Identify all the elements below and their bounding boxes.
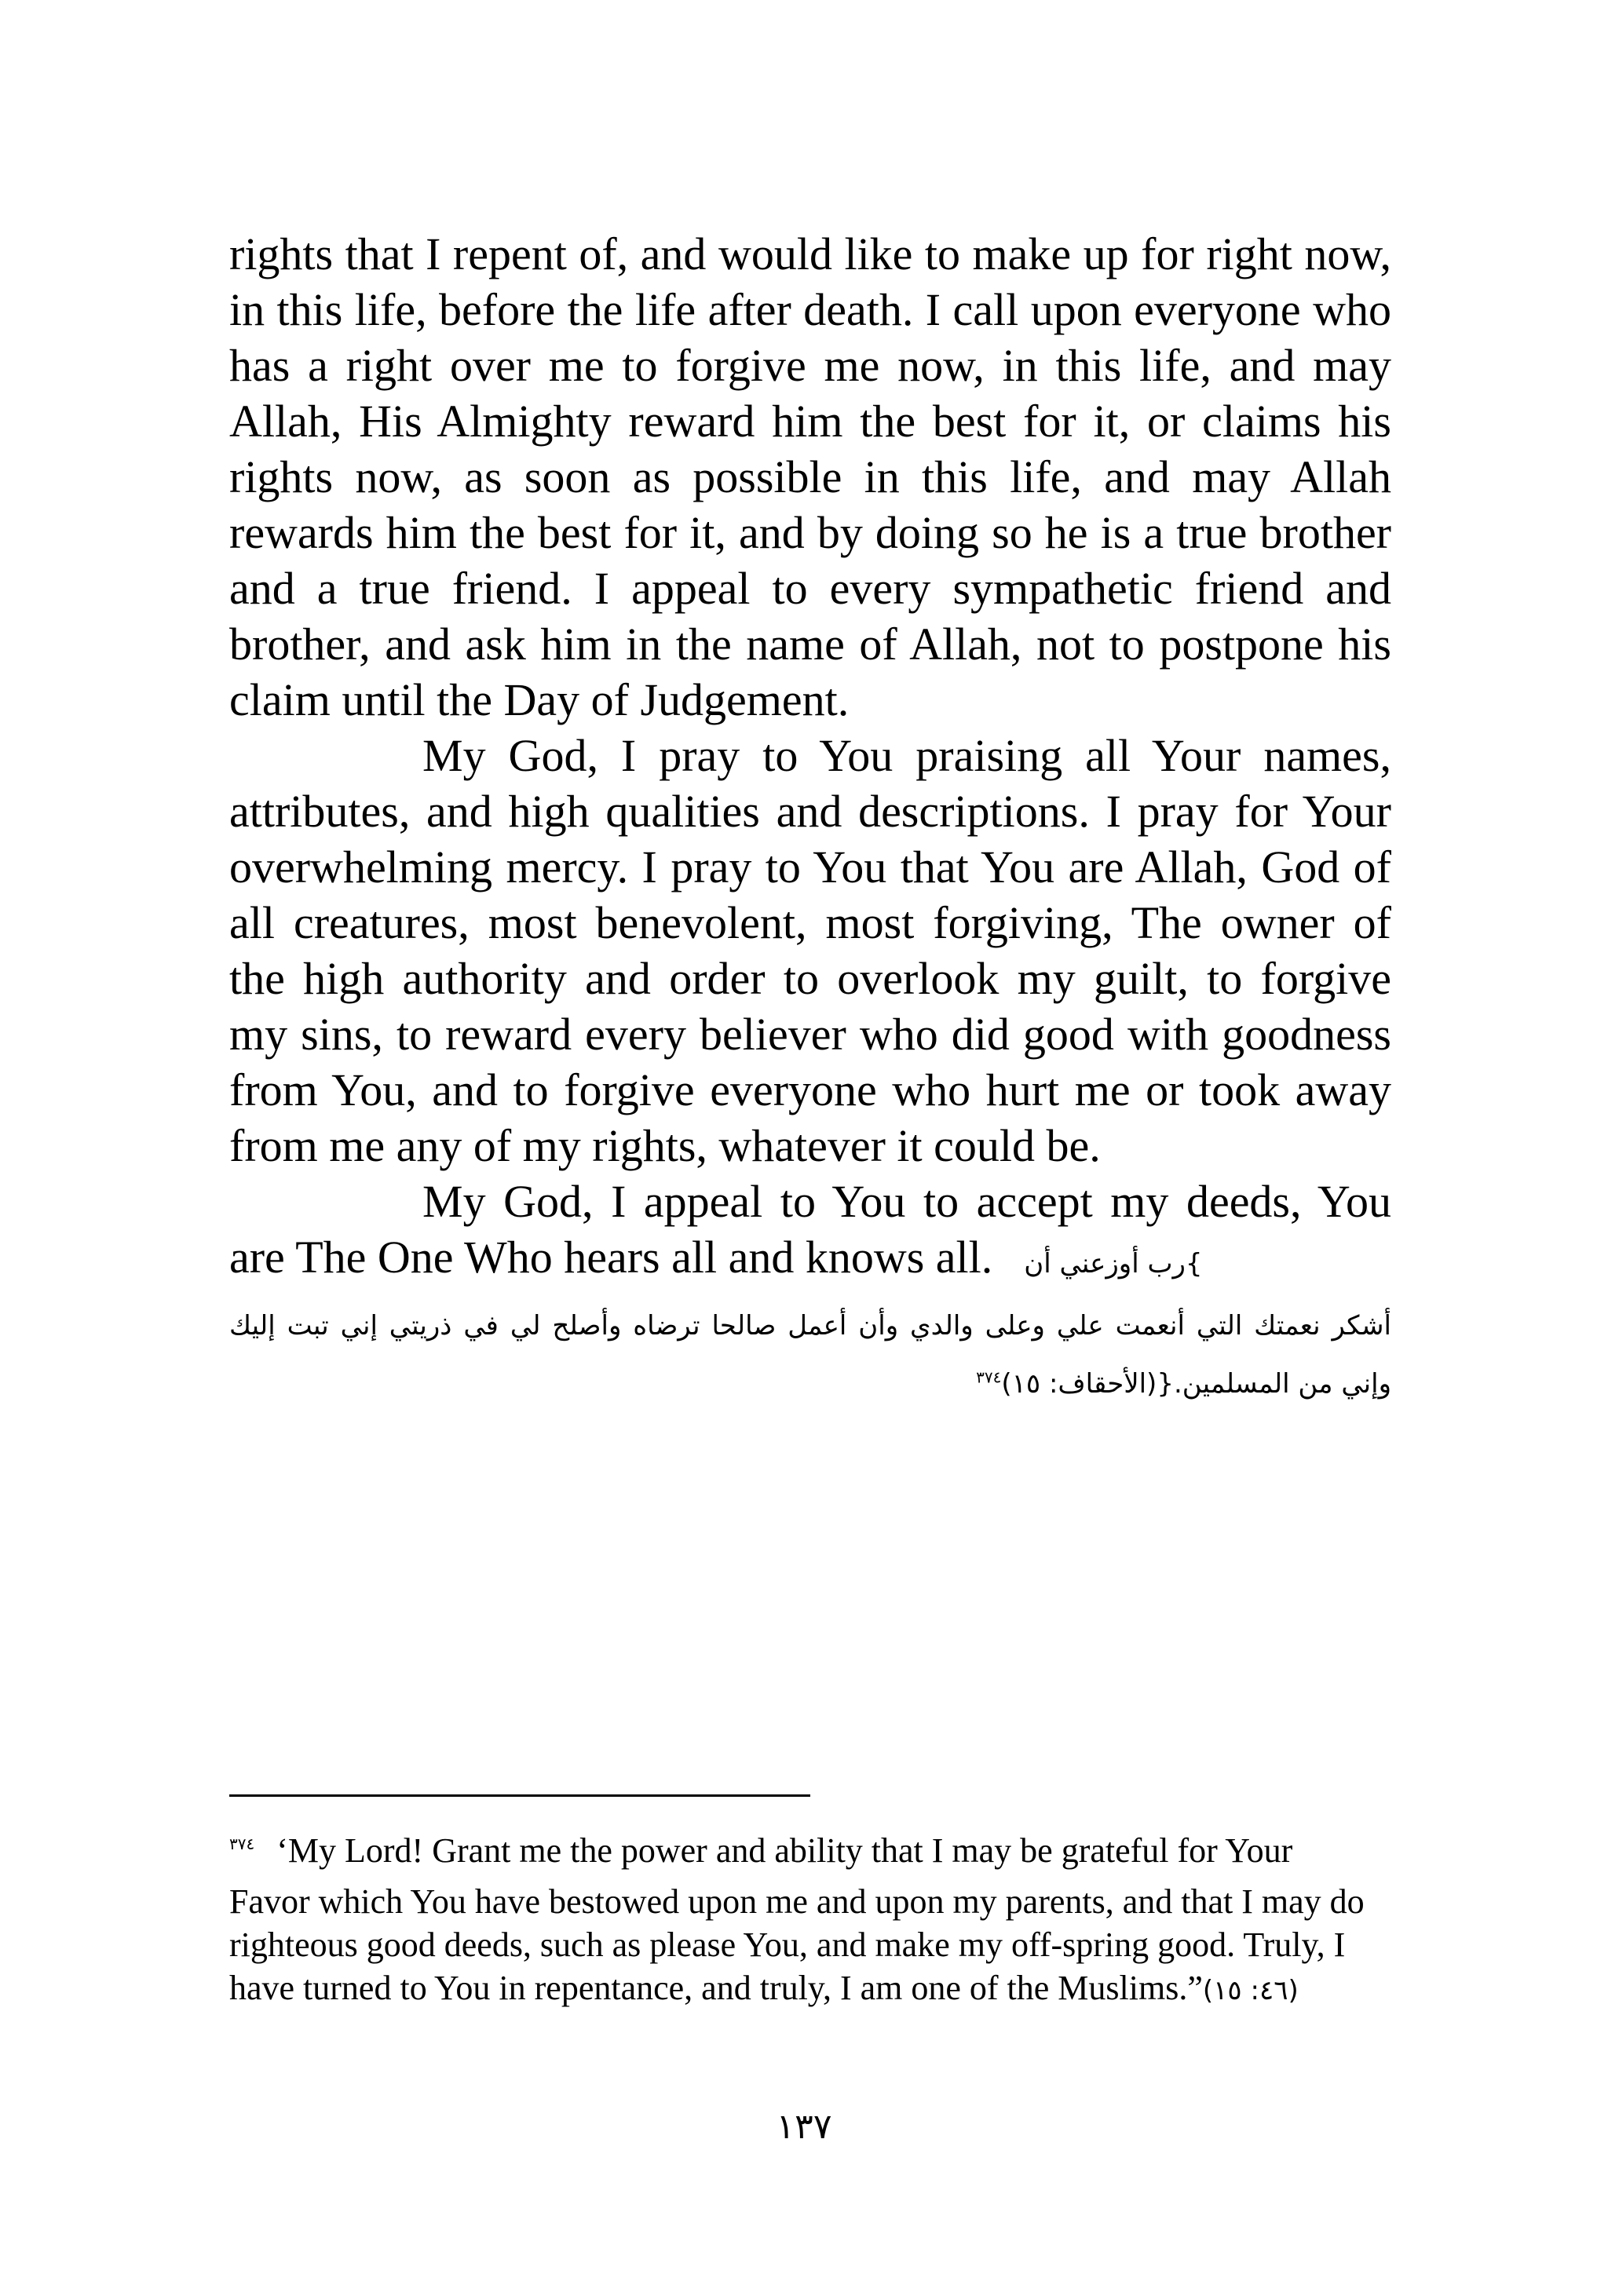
paragraph-3 bbox=[229, 1174, 1391, 1292]
paragraph-2: My God, I pray to You praising all Your names, attributes, and high qualities and descriptions. I pray for Your overwhelming mercy. I pray to You that You are Allah, God of all creatures, most benevolent, most forgiving, The owner of the high authority and order to overlook my guilt, to forgive my sins, to reward every believer who did good with goodness from You, and to forgive everyone who hurt me or took away from me any of my rights, whatever it could be. bbox=[229, 730, 1391, 1171]
footnote-citation: (٤٦: ١٥) bbox=[1202, 1975, 1299, 2006]
main-text bbox=[229, 226, 1391, 1413]
arabic-verse-reference: (الأحقاف: ١٥) bbox=[1001, 1368, 1157, 1400]
arabic-verse-start: }رب أوزعني أن bbox=[1024, 1248, 1203, 1279]
paragraph-1: rights that I repent of, and would like to make up for right now, in this life, before the life after death. I call upon everyone who has a right over me to forgive me now, in this life, and may Allah, His Almighty reward him the best for it, or claims his rights now, as soon as possible in this life, and may Allah rewards him the best for it, and by doing so he is a true brother and a true friend. I appeal to every sympathetic friend and brother, and ask him in the name of Allah, not to postpone his claim until the Day of Judgement. bbox=[229, 228, 1391, 725]
footnote-reference-mark: ٣٧٤ bbox=[976, 1367, 1002, 1387]
footnote-body bbox=[229, 1880, 1383, 2013]
footnote bbox=[229, 1829, 1383, 2013]
arabic-verse bbox=[229, 1297, 1391, 1413]
footnote-number: ٣٧٤ bbox=[229, 1834, 255, 1854]
footnote-text: Favor which You have bestowed upon me and upon my parents, and that I may do righteous good deeds, such as please You, and make my off-spring good. Truly, I have turned to You in repentance, and truly, I am one of the Muslims.” bbox=[229, 1882, 1365, 2007]
footnote-first-line bbox=[229, 1829, 1383, 1872]
footnote-separator bbox=[229, 1794, 810, 1797]
arabic-verse-body: أشكر نعمتك التي أنعمت علي وعلى والدي وأن أعمل صالحا ترضاه وأصلح لي في ذريتي إني تبت إليك وإني من المسلمين.{ bbox=[229, 1310, 1391, 1400]
page-number: ١٣٧ bbox=[776, 2107, 832, 2147]
paragraph-3-text: My God, I appeal to You to accept my deeds, You are The One Who hears all and knows all. bbox=[229, 1176, 1391, 1283]
footnote-line-1: ‘My Lord! Grant me the power and ability that I may be grateful for Your bbox=[276, 1831, 1293, 1870]
